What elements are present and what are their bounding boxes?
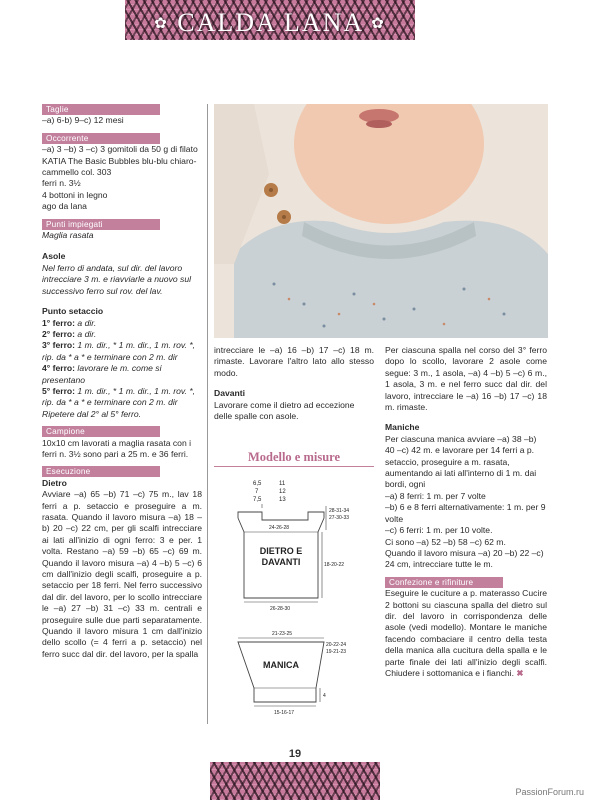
baby-photo: [214, 104, 548, 338]
watermark: PassionForum.ru: [515, 787, 584, 797]
measure-label: 28-31-34: [329, 508, 350, 514]
setaccio-title: Punto setaccio: [42, 306, 104, 317]
column-right: [385, 345, 547, 679]
maniche-line: Quando il lavoro misura –a) 20 –b) 22 –c) 24 cm, intrecciare tutte le m.: [385, 547, 544, 570]
maniche-line: –a) 8 ferri: 1 m. per 7 volte: [385, 490, 486, 501]
measure-label: 7: [255, 489, 259, 495]
section-head-confezione: Confezione e rifiniture: [385, 577, 503, 588]
section-head-campione: Campione: [42, 426, 160, 437]
dietro-text-continued: intrecciare le –a) 16 –b) 17 –c) 18 m. rimaste. Lavorare l'altro lato allo stesso modo.: [214, 345, 374, 378]
taglie-text: –a) 6-b) 9–c) 12 mesi: [42, 115, 124, 126]
sleeve-diagram: [238, 631, 346, 716]
setaccio-row: 1° ferro: a dir.: [42, 317, 97, 328]
setaccio-row: 4° ferro: lavorare le m. come si presentano: [42, 363, 162, 385]
davanti-title: Davanti: [214, 388, 246, 399]
column-divider: [207, 104, 208, 724]
section-head-esecuzione: Esecuzione: [42, 466, 160, 477]
occorrente-line: 4 bottoni in legno: [42, 189, 108, 200]
confezione-text: Eseguire le cuciture a p. materasso Cucire 2 bottoni su ciascuna spalla del dietro sul dir. del lavoro in corrispondenza delle asole (vedi modello). Montare le maniche facendo combaciare il centro della testa della manica alla cucitura della spalla e le parte finale dei lati all'inizio degli scalfi. Chiudere i sottomanica e i fianchi. ✖: [385, 588, 547, 678]
model-title: Modello e misure: [247, 450, 341, 464]
measure-label: 19-21-23: [326, 649, 347, 655]
maniche-line: –b) 6 e 8 ferri alternativamente: 1 m. per 9 volte: [385, 502, 546, 524]
measure-label: 15-16-17: [274, 710, 295, 716]
measure-label: 21-23-25: [272, 631, 293, 637]
maniche-line: Per ciascuna manica avviare –a) 38 –b) 40 –c) 42 m. e lavorare per 14 ferri a p. setaccio, proseguire a m. rasata, aumentando ai lati all'interno di 1 m. dai bordi, ogni: [385, 433, 537, 490]
occorrente-line: ferri n. 3½: [42, 178, 81, 189]
davanti-text: Lavorare come il dietro ad eccezione delle spalle con asole.: [214, 399, 355, 422]
dietro-title: Dietro: [42, 477, 67, 488]
maniche-line: –c) 6 ferri: 1 m. per 10 volte.: [385, 525, 493, 536]
bottom-pattern-band: [210, 762, 380, 800]
asole-title: Asole: [42, 251, 66, 262]
asole-text: Nel ferro di andata, sul dir. del lavoro intrecciare 3 m. e riavviarle a nuovo sul successivo ferro sul rov. del lav.: [42, 262, 192, 296]
pattern-diagrams: [214, 470, 374, 730]
measure-label: 6,5: [253, 481, 262, 487]
spalla-text: Per ciascuna spalla nel corso del 3° ferro dopo lo scollo, lavorare 2 asole come segue: 3 m., 1 asola, –a) 4 –b) 5 –c) 6 m., 1 asola, 3 m. e nel ferro succ dal dir. del lavoro, intrecciare le –a) 16 –b) 17 –c) 18 m. rimaste.: [385, 345, 547, 413]
measure-label: 27-30-33: [329, 515, 350, 521]
dietro-text: Avviare –a) 65 –b) 71 –c) 75 m., lav 18 ferri a p. setaccio e proseguire a m. rasata. Quando il lavoro misura –a) 18 –b) 20 –c) 22 cm, per gli scalfi intrecciare ai lati all'inizio di ogni ferro: 3 e per. 1 volta. Restano –a) 59 –b) 65 –c) 69 m. Quando il lavoro misura –a) 4 –b) 5 –c) 6 cm dall'inizio degli scalfi, proseguire a p. setaccio per 18 ferri. Nel ferro successivo dal dir. del lavoro, per lo scollo intrecciare le –a) 27 –b) 31 –c) 33 m. centrali e proseguire sulle due parti separatamente. Quando il lavoro misura 1 cm dall'inizio dello scollo (= 4 ferri a p. setaccio) nel ferro succ dal dir. del lavoro, per la spalla: [42, 489, 202, 659]
maniche-line: Ci sono –a) 52 –b) 58 –c) 62 m.: [385, 536, 506, 547]
measure-label: 18-20-22: [324, 562, 345, 568]
section-head-taglie: Taglie: [42, 104, 160, 115]
sleeve-label: MANICA: [263, 660, 299, 670]
occorrente-line: –a) 3 –b) 3 –c) 3 gomitoli da 50 g di filato KATIA The Basic Bubbles blu-blu chiaro-cammello col. 303: [42, 144, 198, 178]
magazine-title-text: CALDA LANA: [177, 8, 363, 37]
measure-label: 7,5: [253, 497, 262, 503]
setaccio-row: 2° ferro: a dir.: [42, 328, 97, 339]
measure-label: 11: [279, 481, 286, 487]
setaccio-repeat: Ripetere dal 2° al 5° ferro.: [42, 408, 142, 419]
front-back-label: DIETRO E: [259, 546, 303, 556]
measure-label: 26-28-30: [270, 606, 291, 612]
baby-sweater-illustration: [214, 104, 548, 338]
end-mark-icon: ✖: [516, 667, 524, 678]
measure-label: 24-26-28: [269, 525, 290, 531]
flower-icon: ✿: [154, 16, 169, 32]
front-back-diagram: [238, 481, 349, 612]
section-head-occorrente: Occorrente: [42, 133, 160, 144]
measure-label: 20-22-24: [326, 642, 347, 648]
measure-label: 12: [279, 489, 286, 495]
occorrente-line: ago da lana: [42, 201, 87, 212]
column-left: [42, 104, 202, 660]
magazine-title: [125, 8, 415, 38]
setaccio-row: 5° ferro: 1 m. dir., * 1 m. dir., 1 m. rov. *, rip. da * a * e terminare con 2 m. dir: [42, 385, 196, 408]
campione-text: 10x10 cm lavorati a maglia rasata con i ferri n. 3½ sono pari a 25 m. e 36 ferri.: [42, 437, 192, 459]
front-back-label: DAVANTI: [261, 557, 301, 567]
measure-label: 13: [279, 497, 286, 503]
column-middle: [214, 345, 374, 422]
flower-icon: ✿: [371, 16, 386, 32]
model-title-rule: [214, 466, 374, 467]
page-number: 19: [288, 748, 302, 760]
maniche-title: Maniche: [385, 422, 420, 433]
setaccio-row: 3° ferro: 1 m. dir., * 1 m. dir., 1 m. rov. *, rip. da * a * e terminare con 2 m. dir: [42, 340, 196, 362]
measure-label: 4: [323, 693, 326, 699]
section-head-punti: Punti impiegati: [42, 219, 160, 230]
punti-text: Maglia rasata: [42, 230, 94, 241]
